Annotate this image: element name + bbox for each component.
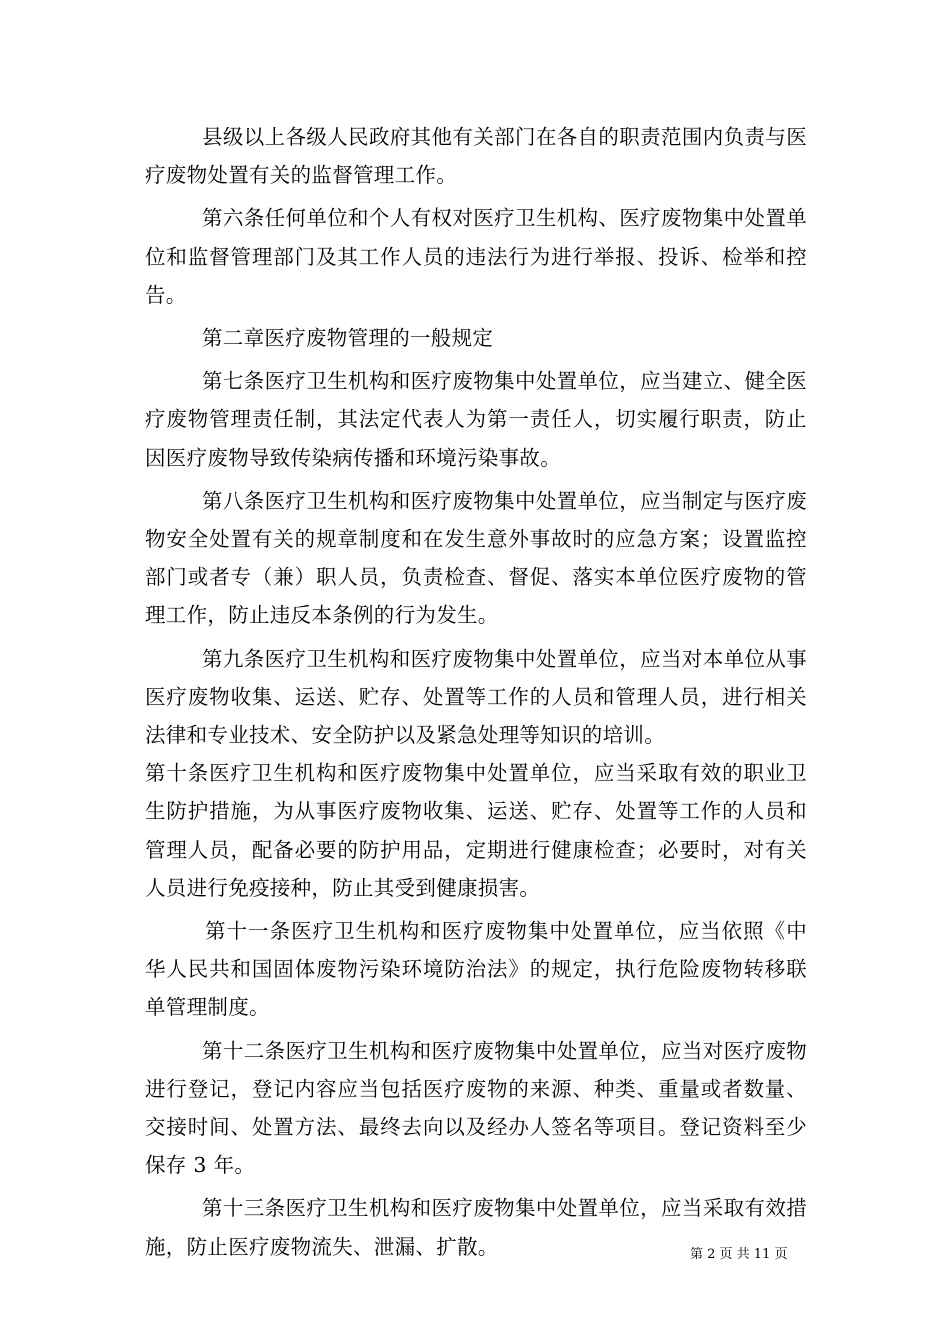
paragraph-article-10: 第十条医疗卫生机构和医疗废物集中处置单位，应当采取有效的职业卫生防护措施，为从事医疗废物收集、运送、贮存、处置等工作的人员和管理人员，配备必要的防护用品，定期进行健康检查；必要时，对有关人员进行免疫接种，防止其受到健康损害。 <box>145 761 807 900</box>
paragraph-article-7: 第七条医疗卫生机构和医疗废物集中处置单位，应当建立、健全医疗废物管理责任制，其法定代表人为第一责任人，切实履行职责，防止因医疗废物导致传染病传播和环境污染事故。 <box>145 369 807 470</box>
paragraph-article-13: 第十三条医疗卫生机构和医疗废物集中处置单位，应当采取有效措施，防止医疗废物流失、泄漏、扩散。 <box>145 1196 807 1259</box>
document-body <box>145 118 807 1271</box>
chapter-2-heading: 第二章医疗废物管理的一般规定 <box>202 326 494 351</box>
paragraph-1: 县级以上各级人民政府其他有关部门在各自的职责范围内负责与医疗废物处置有关的监督管理工作。 <box>145 125 807 188</box>
page-number-footer: 第 2 页 共 11 页 <box>690 1247 788 1262</box>
paragraph-article-9: 第九条医疗卫生机构和医疗废物集中处置单位，应当对本单位从事医疗废物收集、运送、贮存、处置等工作的人员和管理人员，进行相关法律和专业技术、安全防护以及紧急处理等知识的培训。 <box>145 646 807 748</box>
paragraph-article-12: 第十二条医疗卫生机构和医疗废物集中处置单位，应当对医疗废物进行登记，登记内容应当包括医疗废物的来源、种类、重量或者数量、交接时间、处置方法、最终去向以及经办人签名等项目。登记资料至少保存 3 年。 <box>145 1038 807 1178</box>
paragraph-article-6: 第六条任何单位和个人有权对医疗卫生机构、医疗废物集中处置单位和监督管理部门及其工作人员的违法行为进行举报、投诉、检举和控告。 <box>145 206 807 307</box>
paragraph-article-8: 第八条医疗卫生机构和医疗废物集中处置单位，应当制定与医疗废物安全处置有关的规章制度和在发生意外事故时的应急方案；设置监控部门或者专（兼）职人员，负责检查、督促、落实本单位医疗废物的管理工作，防止违反本条例的行为发生。 <box>145 488 807 628</box>
paragraph-article-11: 第十一条医疗卫生机构和医疗废物集中处置单位，应当依照《中华人民共和国固体废物污染环境防治法》的规定，执行危险废物转移联单管理制度。 <box>145 919 807 1020</box>
